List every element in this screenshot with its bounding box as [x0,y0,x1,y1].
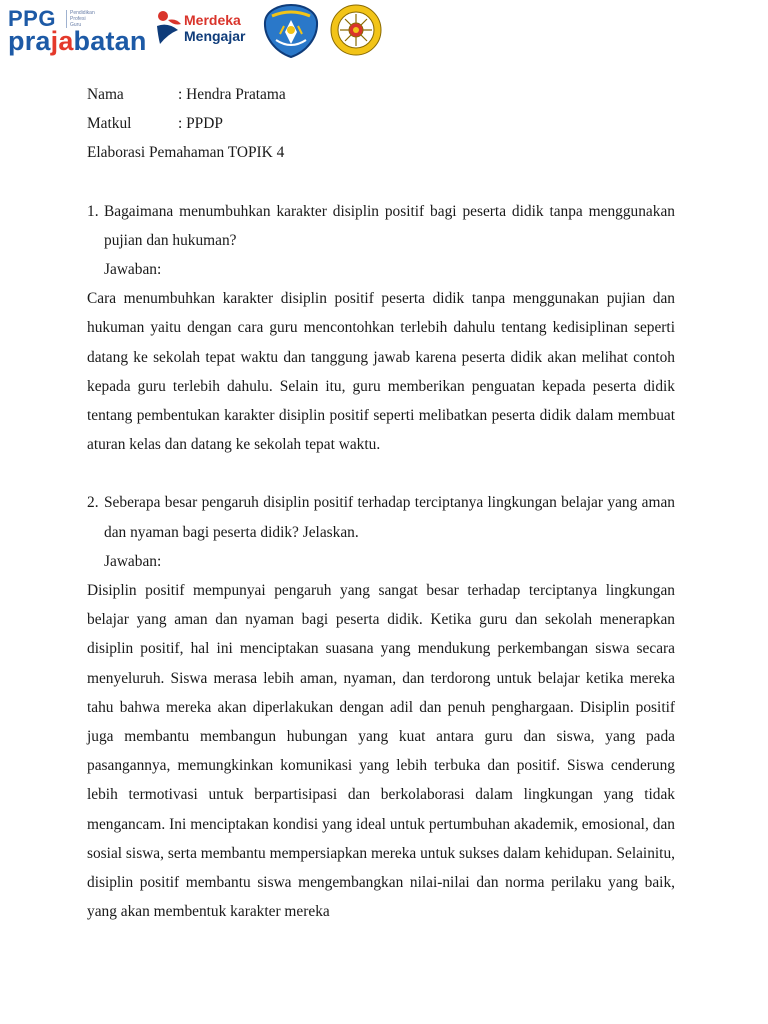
merdeka-mengajar-wordmark [184,12,245,44]
tut-wuri-handayani-logo-icon [262,4,320,58]
question-text: Bagaimana menumbuhkan karakter disiplin positif bagi peserta didik tanpa menggunakan pujian dan hukuman? [104,202,675,249]
ppg-logo-bottom-text [8,26,147,57]
question-text: Seberapa besar pengaruh disiplin positif terhadap terciptanya lingkungan belajar yang aman dan nyaman bagi peserta didik? Jelaskan. [104,494,675,541]
ppg-logo-subtitle-line: Pendidikan [70,10,95,16]
ppg-prajabatan-logo [8,4,148,56]
university-seal-logo-icon [330,4,382,56]
nama-value: : Hendra Pratama [178,86,286,103]
ppg-logo-subtitle-line: Guru [70,22,82,28]
ppg-logo-bottom-pre: pra [8,26,51,56]
answer-label: Jawaban: [104,261,162,279]
question-number: 1. [87,202,99,220]
answer-text: Disiplin positif mempunyai pengaruh yang sangat besar terhadap terciptanya lingkungan belajar yang aman dan nyaman bagi peserta didik. Ketika guru dan sekolah menerapkan disiplin positif, hal ini menciptakan suasana yang mendukung perkembangan siswa secara menyeluruh. Siswa merasa lebih aman, nyaman, dan terdorong untuk belajar ketika mereka tahu bahwa mereka akan diperlakukan dengan adil dan penuh penghargaan. Disiplin positif juga membantu membangun hubungan yang kuat antara guru dan siswa, yang pada pasangannya, memungkinkan komunikasi yang lebih terbuka dan positif. Siswa cenderung lebih termotivasi untuk berpartisipasi dan berkolaborasi dalam lingkungan yang tidak mengancam. Ini menciptakan kondisi yang ideal untuk pertumbuhan akademik, emosional, dan sosial siswa, serta membantu mempersiapkan mereka untuk sukses dalam kehidupan. Selainitu, disiplin positif membantu siswa mengembangkan nilai-nilai dan norma perilaku yang baik, yang akan membentuk karakter mereka [87,582,675,921]
merdeka-mengajar-logo [154,8,254,52]
ppg-logo-top-text: PPG [8,6,56,31]
nama-row [87,80,675,109]
spacer [87,168,675,197]
page-header [0,0,768,64]
matkul-row [87,109,675,138]
merdeka-wordmark-line2: Mengajar [184,28,246,44]
question-2 [87,488,675,546]
matkul-label: Matkul [87,115,132,133]
nama-label: Nama [87,86,124,103]
question-number: 2. [87,494,99,512]
question-1 [87,197,675,255]
spacer [87,459,675,488]
merdeka-mengajar-emblem-icon [154,8,184,48]
document-title: Elaborasi Pemahaman TOPIK 4 [87,144,285,162]
document-body [87,80,675,926]
ppg-logo-subtitle-line: Profesi [70,16,86,22]
answer-text: Cara menumbuhkan karakter disiplin positif peserta didik tanpa menggunakan pujian dan hukuman yaitu dengan cara guru mencontohkan terlebih dahulu tentang kedisiplinan seperti datang ke sekolah tepat waktu dan tanggung jawab karena peserta didik akan melihat contoh kepada guru terlebih dahulu. Selain itu, guru memberikan penguatan kepada peserta didik tentang pembentukan karakter disiplin positif seperti melibatkan peserta didik dalam membuat aturan kelas dan datang ke sekolah tepat waktu. [87,290,675,454]
ppg-logo-bottom-post: batan [73,26,147,56]
matkul-value: : PPDP [178,115,223,133]
ppg-logo-bottom-accent: ja [50,26,74,56]
answer-label: Jawaban: [104,552,162,570]
merdeka-wordmark-line1: Merdeka [184,12,241,28]
